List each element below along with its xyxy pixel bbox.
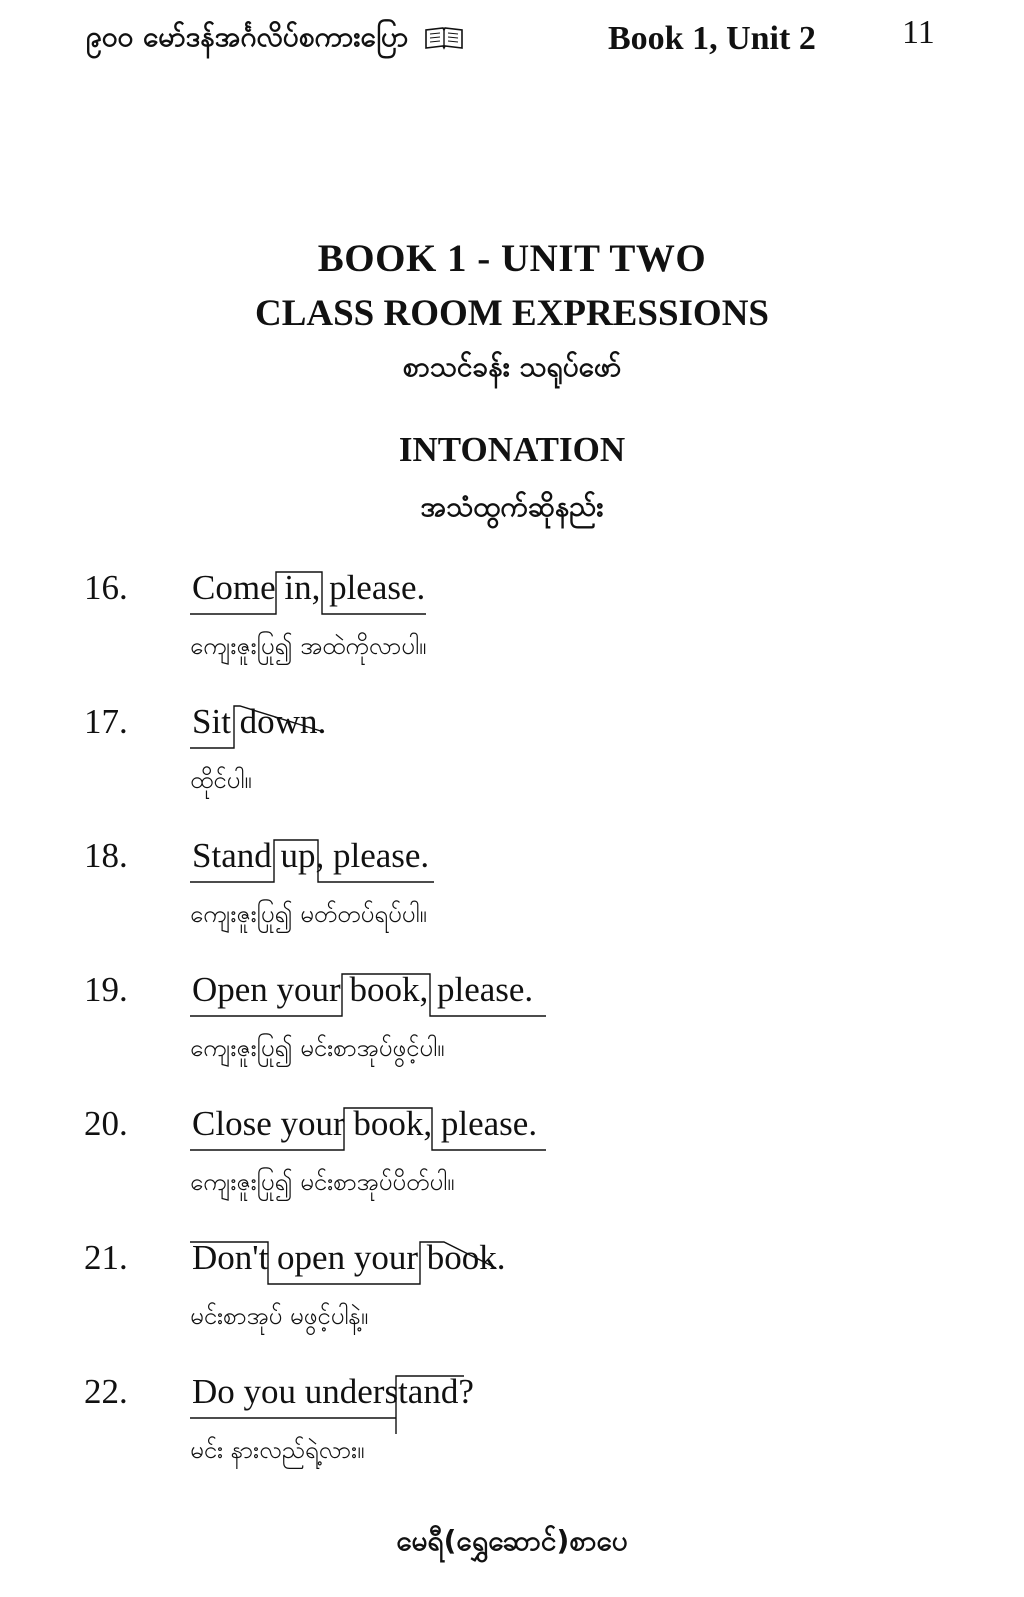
burmese-translation: ကျေးဇူးပြု၍ အထဲကိုလာပါ။ (190, 632, 427, 660)
publisher-footer: မေရီ(ရွှေဆောင်)စာပေ (396, 1524, 628, 1557)
phrase-number: 20. (84, 1104, 128, 1143)
english-phrase: Do you understand? (192, 1372, 474, 1411)
english-phrase: Don't open your book. (192, 1238, 506, 1277)
phrase-number: 19. (84, 970, 128, 1009)
header-book-unit: Book 1, Unit 2 (608, 20, 816, 57)
book-icon (424, 26, 464, 50)
topic-title-burmese: စာသင်ခန်း သရုပ်ဖော် (402, 350, 622, 383)
section-title: INTONATION (398, 430, 626, 469)
burmese-translation: ကျေးဇူးပြု၍ မင်းစာအုပ်ပိတ်ပါ။ (190, 1168, 455, 1196)
phrase-number: 22. (84, 1372, 128, 1411)
english-phrase: Close your book, please. (192, 1104, 538, 1143)
english-phrase: Stand up, please. (192, 836, 430, 875)
burmese-translation: မင်းစာအုပ် မဖွင့်ပါနဲ့။ (190, 1302, 369, 1330)
english-phrase: Open your book, please. (192, 970, 534, 1009)
section-title-burmese: အသံထွက်ဆိုနည်း (420, 490, 604, 523)
page-number: 11 (902, 14, 935, 51)
burmese-translation: ကျေးဇူးပြု၍ မင်းစာအုပ်ဖွင့်ပါ။ (190, 1034, 445, 1062)
english-phrase: Sit down. (192, 702, 327, 741)
phrase-number: 17. (84, 702, 128, 741)
header-series-text: ၉၀၀ မော်ဒန်အင်္ဂလိပ်စကားပြော (86, 20, 409, 53)
phrase-number: 18. (84, 836, 128, 875)
burmese-translation: မင်း နားလည်ရဲ့လား။ (190, 1436, 365, 1464)
header-series-title (86, 18, 464, 60)
phrase-number: 21. (84, 1238, 128, 1277)
topic-title: CLASS ROOM EXPRESSIONS (254, 293, 769, 334)
page-header (0, 14, 1024, 64)
burmese-translation: ကျေးဇူးပြု၍ မတ်တပ်ရပ်ပါ။ (190, 900, 427, 928)
book-unit-title: BOOK 1 - UNIT TWO (317, 237, 707, 280)
burmese-translation: ထိုင်ပါ။ (190, 766, 252, 794)
english-phrase: Come in, please. (192, 568, 426, 607)
phrase-number: 16. (84, 568, 128, 607)
